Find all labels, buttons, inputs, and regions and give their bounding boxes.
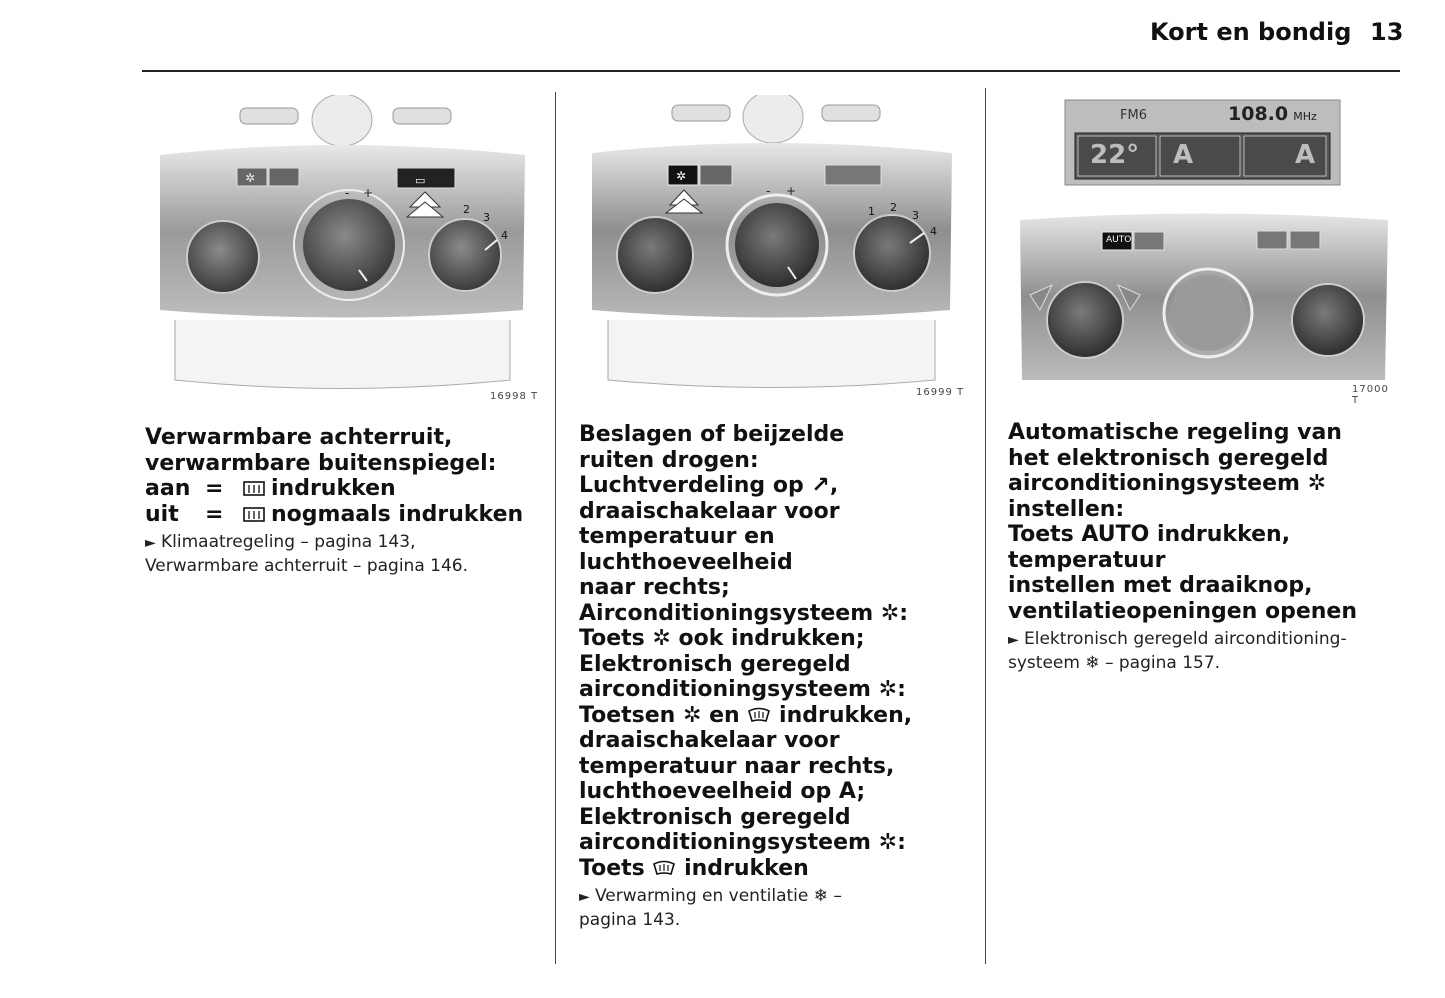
svg-text:4: 4 [930, 225, 937, 238]
column-divider-2 [985, 88, 986, 964]
svg-text:+: + [363, 186, 374, 200]
figure-id: 16999 T [916, 387, 965, 398]
windshield-defrost-icon [747, 707, 771, 725]
svg-text:1: 1 [868, 205, 875, 218]
rear-defrost-icon [243, 480, 265, 498]
svg-text:▭: ▭ [415, 174, 426, 187]
off-instruction: uit = nogmaals indrukken [145, 501, 524, 527]
display-station: FM6 [1120, 108, 1147, 123]
column-3-text: Automatische regeling van het elektronisch geregeld airconditioningsysteem ✲ instellen: Toets AUTO indrukken, temperatuur instellen met draaiknop, ventilatieopeningen openen ► Elektronisch geregeld airconditioning- systeem ❄ – pagina 157. [1008, 420, 1408, 675]
windshield-defrost-icon [652, 860, 676, 878]
svg-text:2: 2 [890, 201, 897, 214]
figure-auto-climate-panel [1010, 95, 1400, 406]
figure-rear-defrost-panel [145, 95, 540, 400]
figure-id: 16998 T [490, 391, 539, 402]
on-instruction: aan = indrukken [145, 476, 396, 501]
snowflake-icon: ✲ [880, 600, 900, 626]
display-frequency: 108.0 MHz [1228, 103, 1317, 125]
snowflake-icon: ❄ [813, 886, 828, 906]
figure-id: 17000 T [1352, 384, 1389, 406]
rear-defrost-icon [243, 506, 265, 524]
page-reference: ► Klimaatregeling – pagina 143, Verwarmbare achterruit – pagina 146. [145, 532, 468, 576]
svg-text:-: - [766, 184, 771, 198]
svg-text:-: - [345, 186, 350, 200]
figure-defog-panel [580, 95, 970, 400]
heading-line: verwarmbare buitenspiegel: [145, 450, 497, 476]
ac-button-icon: ✲ [683, 702, 702, 728]
svg-text:4: 4 [501, 229, 508, 242]
page-number: 13 [1370, 18, 1404, 46]
page-reference: ► Elektronisch geregeld airconditioning- systeem ❄ – pagina 157. [1008, 629, 1347, 673]
snowflake-icon: ✲ [878, 830, 898, 855]
svg-text:✲: ✲ [676, 169, 687, 183]
svg-text:+: + [786, 184, 797, 198]
column-divider-1 [555, 92, 556, 964]
page-reference: ► Verwarming en ventilatie ❄ – pagina 143. [579, 886, 842, 930]
snowflake-icon: ✲ [878, 677, 898, 702]
display-fan-auto: A [1295, 140, 1316, 170]
display-temperature: 22° [1090, 140, 1140, 170]
svg-text:3: 3 [912, 209, 919, 222]
auto-button-label: AUTO [1106, 235, 1132, 245]
header-rule [142, 70, 1400, 72]
snowflake-icon: ❄ [1085, 653, 1100, 673]
column-1-text [145, 425, 545, 578]
ac-button-icon: ✲ [652, 626, 671, 651]
column-2-text: Beslagen of beijzelde ruiten drogen: Luchtverdeling op ↗, draaischakelaar voor temperatuur en luchthoeveelheid naar rechts; Airconditioningsysteem ✲: Toets ✲ ook indrukken; Elektronisch geregeld airconditioningsysteem ✲: Toetsen ✲ en indrukken, draaischakelaar voor temperatuur naar rechts, luchthoeveelheid op A; Elektronisch geregeld airconditioningsysteem ✲: Toets indrukken ► Verwarming en ventilatie ❄ – pagina 143. [579, 422, 979, 932]
svg-text:2: 2 [463, 203, 470, 216]
svg-text:3: 3 [483, 211, 490, 224]
snowflake-icon: ✲ [1307, 471, 1327, 496]
display-auto-airflow: A [1173, 140, 1194, 170]
fig1-ac-icon: ✲ [245, 171, 256, 185]
windshield-vent-icon: ↗ [811, 473, 830, 498]
heading-line: Verwarmbare achterruit, [145, 425, 453, 450]
section-title: Kort en bondig [1150, 18, 1352, 46]
